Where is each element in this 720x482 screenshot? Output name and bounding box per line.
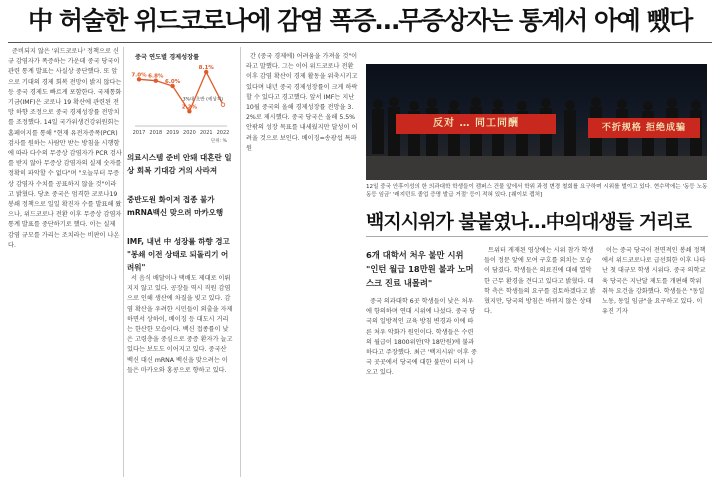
headline-rule bbox=[8, 42, 712, 43]
chart-estimate-note: 3%대 초반 (예상치) bbox=[182, 97, 223, 103]
right-column-text-1 bbox=[366, 297, 478, 477]
subhead-vaccine: 중반도원 화이저 접종 불가 mRNA백신 맞으려 마카오행 bbox=[127, 195, 224, 217]
chart-value-label: 6.8% bbox=[148, 73, 164, 80]
chart-point bbox=[221, 103, 225, 107]
protest-banner-left: 反对 … 同工同酬 bbox=[396, 114, 556, 134]
subhead-imf: IMF, 내년 中 성장률 하향 경고 "봉쇄 이전 상태로 되돌리기 어려워" bbox=[127, 237, 230, 272]
left-column-paragraph: 준비되지 않은 '위드코로나' 정책으로 신규 감염자가 폭증하는 가운데 중국 당국이 관련 통계 발표는 사실상 중단했다. 또 앞으로 기대의 경제 회복 전망이 밝지 않다는 등 중국 경제도 빠르게 포함한다. 국제통화기금(IMF)은 코로나 19 확산에 관련된 전망 하향 조정으로 중국 경제성장률 전망치를 조정했다. 14일 국가위생건강위원회는 홈페이지를 통해 "현재 유전자증폭(PCR) 검사를 원하는 사람만 받는 방침을 시행함에 따라 다수의 무증상 감염자가 PCR 검사를 받지 않아 무증상 감염자의 실제 숫자를 정확히 파악할 수 없다"며 "오늘부터 무증상 감염자 수치를 공표하지 않을 것"이라고 밝혔다. 당초 중국은 엄격한 코로나19 봉쇄 정책으로 일일 확진자 수를 발표해 왔으나, 위드코로나 전환 이후 무증상 감염자 통계 발표를 중단하기로 했다. 이는 실제 감염 규모를 가리는 조치라는 비판이 나온다. bbox=[8, 48, 122, 249]
chart-value-label: 6.0% bbox=[164, 79, 181, 85]
column-divider bbox=[123, 47, 124, 477]
column-divider bbox=[240, 47, 241, 477]
chart-tick-label: 2022 bbox=[216, 130, 230, 136]
chart-tick-label: 2018 bbox=[149, 130, 163, 136]
chart-unit-note: 단위: % bbox=[210, 139, 227, 144]
chart-title: 중국 연도별 경제성장률 bbox=[135, 54, 200, 61]
right-column-paragraph: 트위터 게재된 영상에는 시위 참가 학생들이 정문 앞에 모여 구호를 외치는 모습이 담겼다. 학생들은 의료진에 대해 열악한 근무 환경을 견디고 있다고 밝혔다. 대학 측은 학생들의 요구를 검토하겠다고 밝혔지만, 당국의 방침은 바뀌지 않은 상태다. bbox=[484, 247, 596, 316]
subhead-protest: 6개 대학서 처우 불만 시위 "인턴 월급 18만원 불과 노머스크 진료 내몰려" bbox=[366, 250, 474, 288]
chart-tick-label: 2019 bbox=[166, 130, 179, 136]
left-column-text bbox=[8, 47, 122, 477]
section2-rule bbox=[366, 236, 708, 237]
chart-tick-label: 2021 bbox=[199, 130, 213, 136]
right-column-paragraph: 중국 의과대학 6곳 학생들이 낮은 처우에 항의하며 연대 시위에 나섰다. 중국 당국의 일방적인 교육 방침 변경과 이에 따른 처우 악화가 원인이다. 학생들은 수련의 월급이 1800위안(약 18만원)에 불과하다고 주장했다. 최근 '백지시위' 이후 중국 곳곳에서 당국에 대한 불만이 터져 나오고 있다. bbox=[366, 298, 477, 377]
protest-photo bbox=[366, 64, 707, 180]
section2-title: 백지시위가 불붙였나…中의대생들 거리로 bbox=[366, 211, 691, 233]
middle-left-paragraph: 서 음식 배달이나 택배도 제대로 이뤄지지 않고 있다. 공장들 역시 직원 감염으로 인해 생산에 차질을 빚고 있다. 감염 확산을 우려한 시민들이 외출을 자제하면서 상하이, 베이징 등 대도시 거리는 한산한 모습이다. 백신 접종률이 낮은 고령층을 중심으로 중증 환자가 늘고 있다는 보도도 이어지고 있다. 중국산 백신 대신 mRNA 백신을 맞으려는 이들은 마카오와 홍콩으로 향하고 있다. bbox=[127, 275, 233, 374]
photo-caption: 12일 중국 안후이성의 한 의과대학 학생들이 캠퍼스 건물 앞에서 학위 과정 변경 철회를 요구하며 시위를 벌이고 있다. 현수막에는 '동등 노동 동등 임금' '레지던트 졸업 증명 발급 거절' 등이 적혀 있다. [웨이보 캡처] bbox=[366, 184, 708, 198]
chart-tick-label: 2017 bbox=[132, 130, 146, 136]
right-column-text-2 bbox=[484, 246, 596, 478]
chart-tick-label: 2020 bbox=[183, 130, 196, 136]
right-column-text-3 bbox=[602, 246, 708, 478]
chart-value-label: 2.2% bbox=[181, 104, 198, 111]
headline: 中 허술한 위드코로나에 감염 폭증…무증상자는 통계서 아예 뺐다 bbox=[28, 6, 692, 35]
chart-svg bbox=[127, 52, 233, 144]
subhead-medical: 의료시스템 준비 안돼 대혼란 일상 회복 기대감 거의 사라져 bbox=[127, 153, 232, 175]
middle-right-paragraph: 간 (중국 경제에) 어려움을 가져올 것"이라고 말했다. 그는 이어 위드코로나 전환 이후 감염 확산이 경제 활동을 위축시키고 있다며 내년 중국 경제성장률이 크게 하락할 수 있다고 경고했다. 앞서 IMF는 지난 10월 중국의 올해 경제성장률 전망을 3.2%로 제시했다. 중국 당국은 올해 5.5% 안팎의 성장 목표를 내세웠지만 달성이 어려울 것으로 보인다. 베이징=송광섭 특파원 bbox=[246, 53, 358, 152]
growth-chart bbox=[127, 52, 233, 144]
chart-value-label: 7.0% bbox=[131, 72, 147, 79]
chart-value-label: 8.1% bbox=[198, 65, 214, 71]
right-column-paragraph: 이는 중국 당국이 전면적인 봉쇄 정책에서 위드코로나로 급선회한 이후 나타난 첫 대규모 학생 시위다. 중국 의학교육 당국은 지난달 제도를 개편해 학위 취득 요건을 강화했다. 학생들은 "동일 노동, 동일 임금"을 요구하고 있다. 이유진 기자 bbox=[602, 247, 706, 316]
middle-right-text bbox=[246, 52, 358, 477]
protest-banner-right: 不折规格 拒绝成骗 bbox=[588, 118, 700, 138]
middle-left-text bbox=[127, 274, 233, 474]
